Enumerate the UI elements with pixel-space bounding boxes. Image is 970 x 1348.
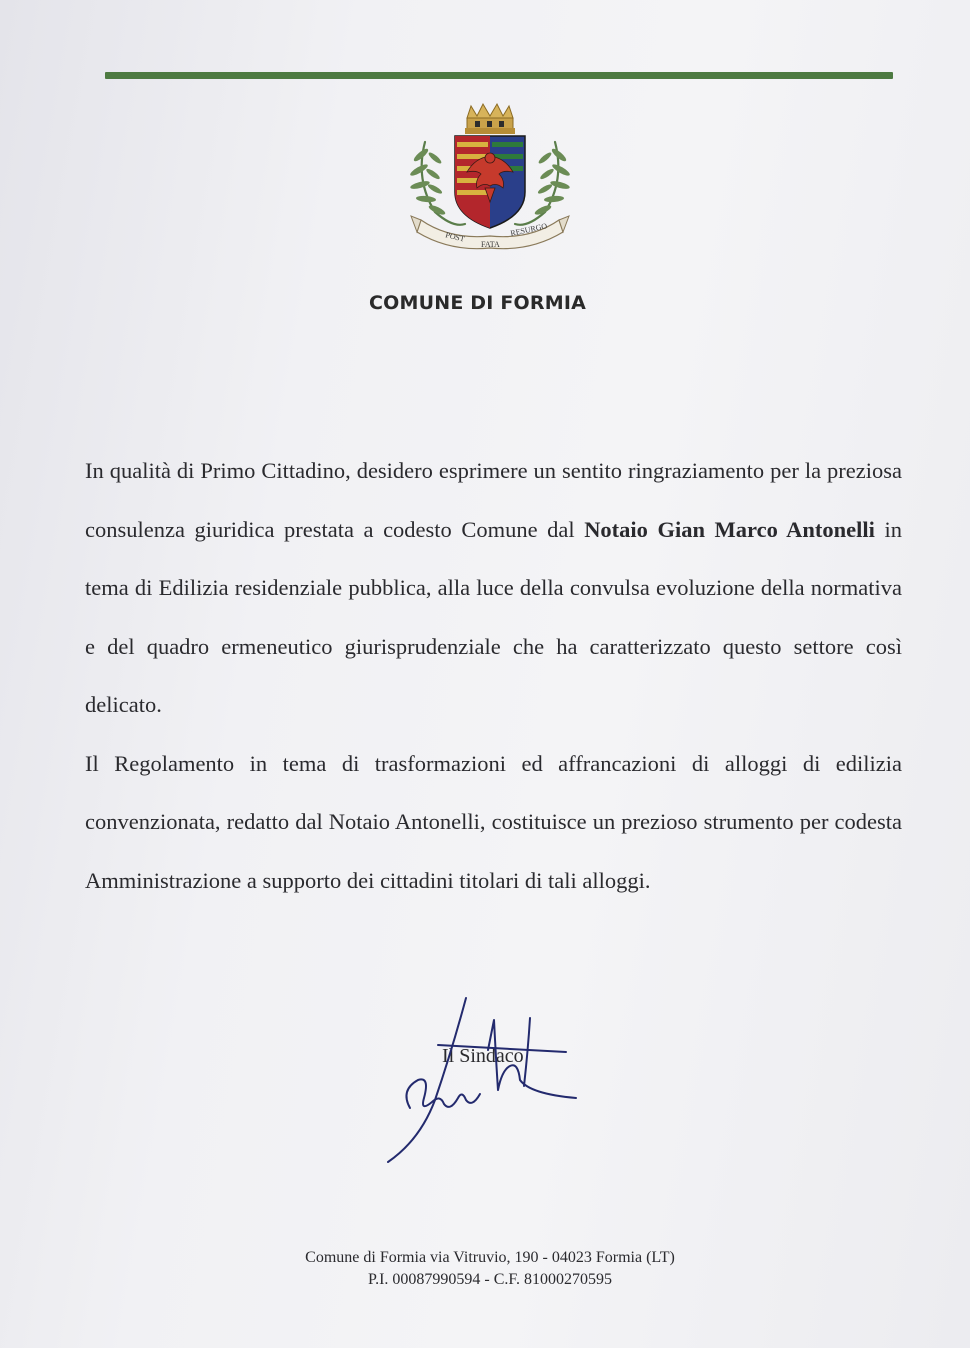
footer <box>0 1247 970 1291</box>
municipal-crest-icon <box>405 100 575 260</box>
handwritten-signature-icon <box>388 998 576 1162</box>
paragraph-thanks <box>85 442 902 735</box>
paragraph-thanks-text-b: in tema di Edilizia residenziale pubblica, alla luce della convulsa evoluzione della normativa e del quadro ermeneutico giurisprudenziale che ha caratterizzato questo settore così delicato. <box>85 516 902 717</box>
crest-motto-left: POST <box>444 230 466 244</box>
footer-tax-ids: P.I. 00087990594 - C.F. 81000270595 <box>367 1271 613 1288</box>
paragraph-regulation: Il Regolamento in tema di trasformazioni ed affrancazioni di alloggi di edilizia convenzionata, redatto dal Notaio Antonelli, costituisce un prezioso strumento per codesta Amministrazione a supporto dei cittadini titolari di tali alloggi. <box>85 750 902 893</box>
letter-body <box>85 442 902 910</box>
notary-name: Notaio Gian Marco Antonelli <box>584 516 875 542</box>
signature-label: Il Sindaco <box>442 1045 524 1067</box>
crest-motto-center: FATA <box>481 240 500 249</box>
mayor-signature <box>380 990 600 1170</box>
page-title: COMUNE DI FORMIA <box>368 292 587 314</box>
header-rule <box>105 72 893 79</box>
paragraph-thanks-text-a: In qualità di Primo Cittadino, desidero esprimere un sentito ringraziamento per la preziosa consulenza giuridica prestata a codesto Comune dal <box>85 458 902 542</box>
crest-motto-right: RESURGO <box>509 221 548 238</box>
footer-address: Comune di Formia via Vitruvio, 190 - 04023 Formia (LT) <box>305 1249 675 1266</box>
